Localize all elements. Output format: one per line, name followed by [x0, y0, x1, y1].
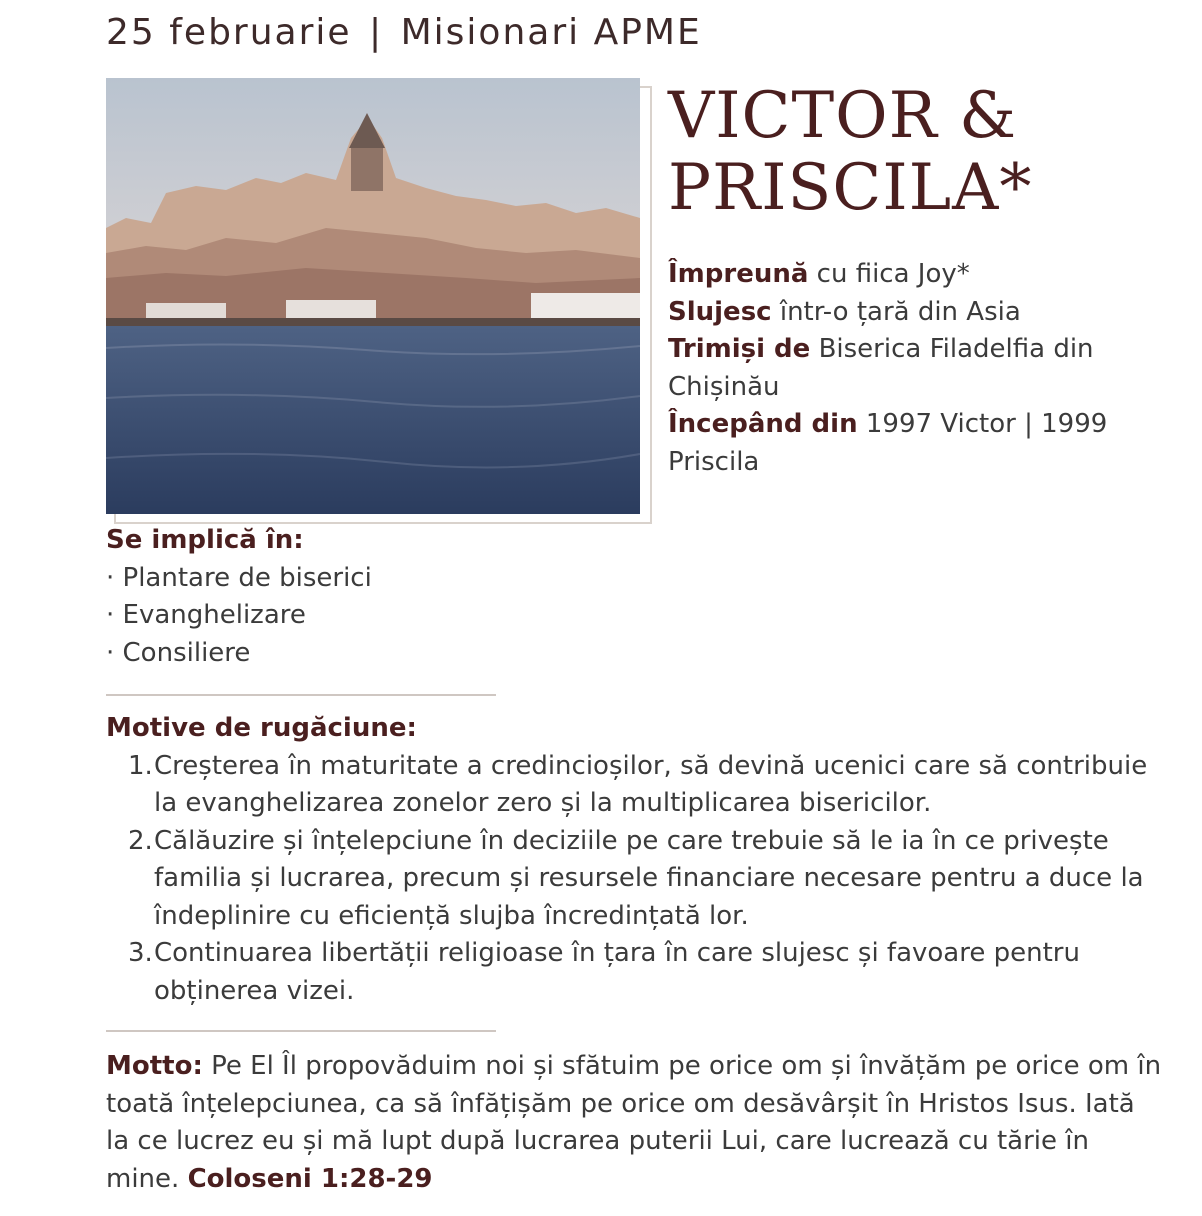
motto-reference: Coloseni 1:28-29	[187, 1163, 433, 1194]
motto-paragraph	[106, 1048, 1166, 1198]
divider	[106, 1030, 496, 1032]
info-family: Împreună cu fiica Joy*	[668, 259, 970, 289]
missionary-names	[668, 80, 1032, 224]
involvement-section	[106, 522, 372, 672]
divider	[106, 694, 496, 696]
header-separator: |	[369, 12, 384, 53]
header-date: 25 februarie	[106, 12, 352, 53]
involvement-title: Se implică în:	[106, 525, 304, 555]
prayer-list	[106, 748, 1166, 1011]
info-serve: Slujesc într-o țară din Asia	[668, 296, 1021, 327]
motto-label: Motto:	[106, 1051, 203, 1081]
name-line-2: PRISCILA*	[668, 151, 1033, 225]
motto-text: Pe El Îl propovăduim noi și sfătuim pe orice om și învățăm pe orice om în toată înțelepciunea, ca să înfățișăm pe orice om desăvârșit în Hristos Isus. Iată la ce lucrez eu și mă lupt după lucrarea puterii Lui, care lucrează cu tărie în mine.	[106, 1051, 1162, 1194]
name-line-1: VICTOR &	[668, 79, 1018, 153]
prayer-item: 3. Continuarea libertății religioase în țara în care slujesc și favoare pentru obținerea vizei.	[128, 938, 1080, 1006]
prayer-item: 1. Creșterea în maturitate a credincioșilor, să devină ucenici care să contribuie la evanghelizarea zonelor zero și la multiplicarea bisericilor.	[128, 750, 1148, 818]
header-category: Misionari APME	[400, 12, 702, 53]
prayer-section	[106, 710, 1166, 1010]
prayer-item: 2. Călăuzire și înțelepciune în deciziile pe care trebuie să le ia în ce privește familia și lucrarea, precum și resursele financiare necesare pentru a duce la îndeplinire cu eficiență slujba încredințată lor.	[128, 825, 1144, 931]
involvement-item: · Consiliere	[106, 637, 251, 668]
info-block	[668, 256, 1168, 481]
page-header	[106, 12, 702, 53]
info-sent-by: Trimiși de Biserica Filadelfia din Chișinău	[668, 334, 1094, 402]
city-photo	[106, 78, 640, 514]
involvement-item: · Plantare de biserici	[106, 562, 372, 593]
info-since: Începând din 1997 Victor | 1999 Priscila	[668, 409, 1108, 477]
involvement-item: · Evanghelizare	[106, 600, 306, 630]
prayer-title: Motive de rugăciune:	[106, 713, 417, 743]
